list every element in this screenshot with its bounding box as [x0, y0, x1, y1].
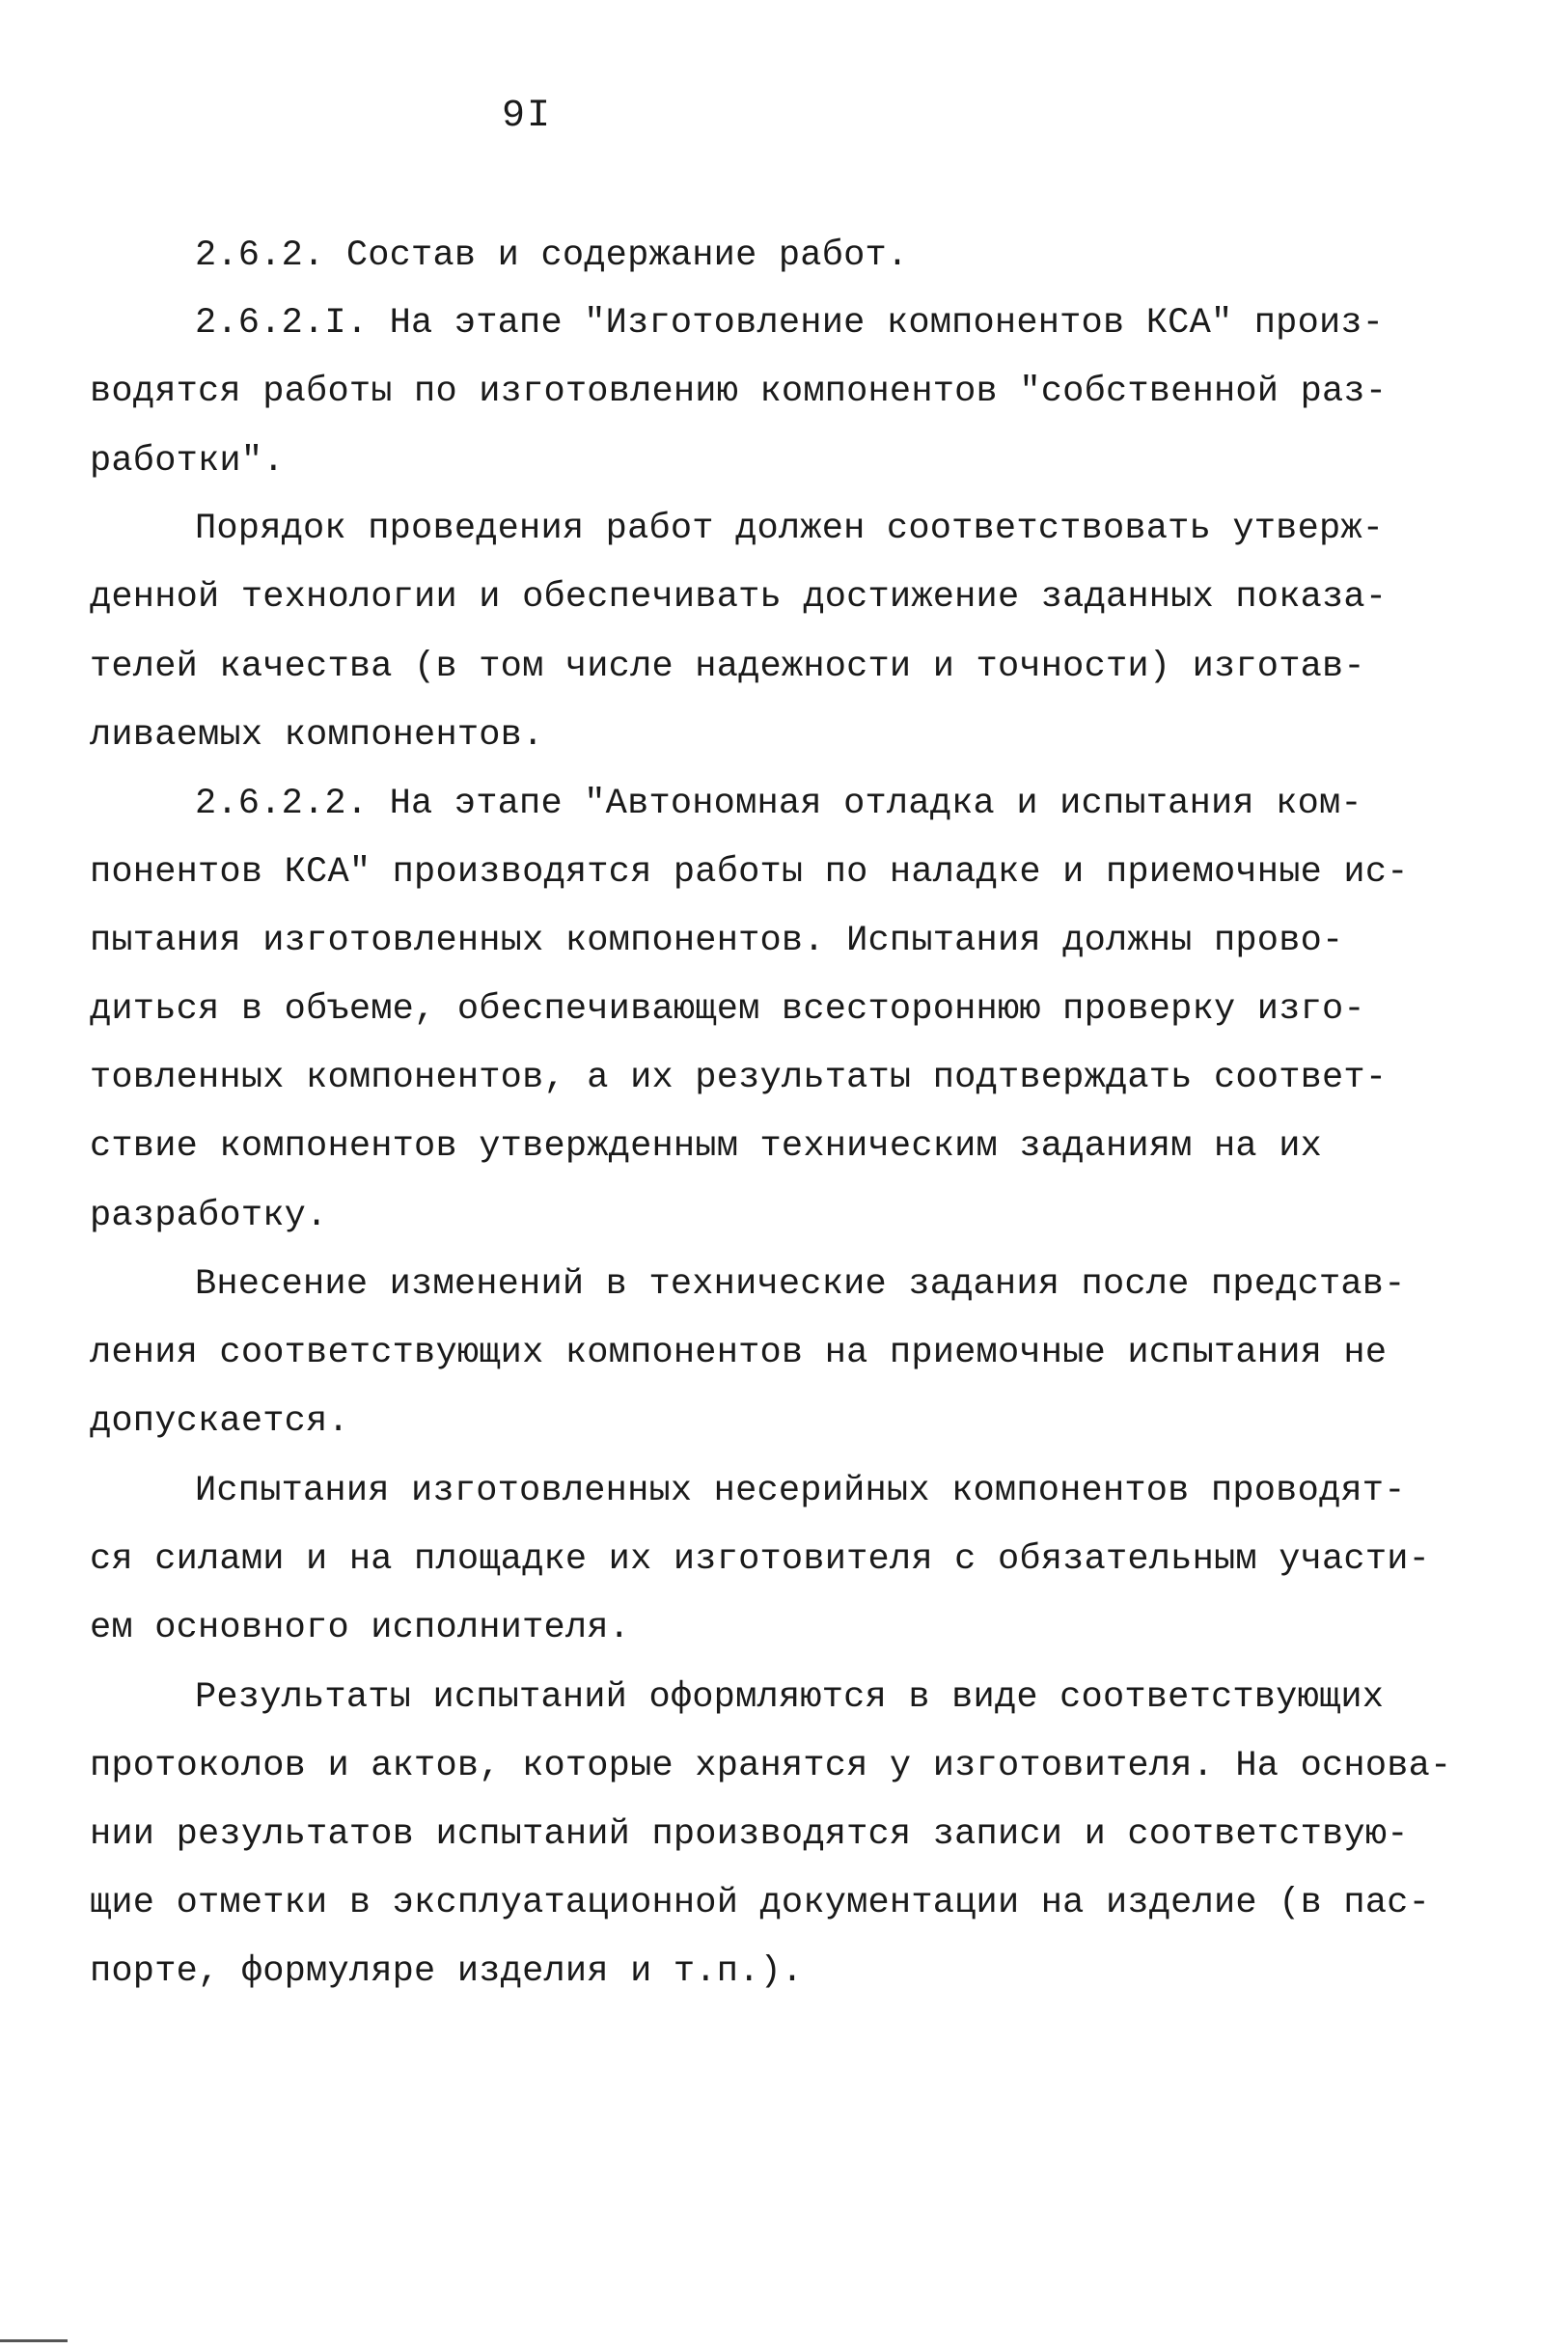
text-line: пытания изготовленных компонентов. Испытания должны прово- — [90, 921, 1344, 961]
text-line: ления соответствующих компонентов на приемочные испытания не — [90, 1333, 1388, 1373]
text-line: нии результатов испытаний производятся записи и соответствую- — [90, 1814, 1409, 1855]
text-line: 2.6.2.2. На этапе "Автономная отладка и испытания ком- — [195, 784, 1362, 824]
page-number: 9I — [502, 95, 553, 138]
text-line: порте, формуляре изделия и т.п.). — [90, 1951, 804, 1992]
text-line: разработку. — [90, 1196, 328, 1236]
text-line: товленных компонентов, а их результаты подтверждать соответ- — [90, 1058, 1388, 1098]
text-line: работки". — [90, 441, 285, 482]
text-line: телей качества (в том числе надежности и точности) изготав- — [90, 647, 1365, 687]
scan-edge-mark — [0, 2339, 68, 2342]
text-line: денной технологии и обеспечивать достижение заданных показа- — [90, 577, 1388, 618]
text-line: Порядок проведения работ должен соответствовать утверж- — [195, 509, 1385, 549]
text-line: ливаемых компонентов. — [90, 715, 544, 756]
text-line: ем основного исполнителя. — [90, 1608, 631, 1648]
heading-2-6-2: 2.6.2. Состав и содержание работ. — [195, 235, 909, 276]
text-line: щие отметки в эксплуатационной документации на изделие (в пас- — [90, 1883, 1431, 1923]
text-line: Испытания изготовленных несерийных компонентов проводят- — [195, 1471, 1406, 1511]
text-line: 2.6.2.I. На этапе "Изготовление компонентов КСА" произ- — [195, 303, 1385, 344]
text-line: допускается. — [90, 1401, 349, 1442]
text-line: ствие компонентов утвержденным техническим заданиям на их — [90, 1126, 1323, 1167]
text-line: ся силами и на площадке их изготовителя с обязательным участи- — [90, 1539, 1431, 1580]
text-line: Результаты испытаний оформляются в виде соответствующих — [195, 1677, 1385, 1718]
text-line: протоколов и актов, которые хранятся у изготовителя. На основа- — [90, 1746, 1452, 1786]
text-line: водятся работы по изготовлению компонентов "собственной раз- — [90, 372, 1388, 412]
text-line: понентов КСА" производятся работы по наладке и приемочные ис- — [90, 852, 1409, 893]
text-line: Внесение изменений в технические задания после представ- — [195, 1264, 1406, 1305]
text-line: диться в объеме, обеспечивающем всестороннюю проверку изго- — [90, 989, 1365, 1030]
